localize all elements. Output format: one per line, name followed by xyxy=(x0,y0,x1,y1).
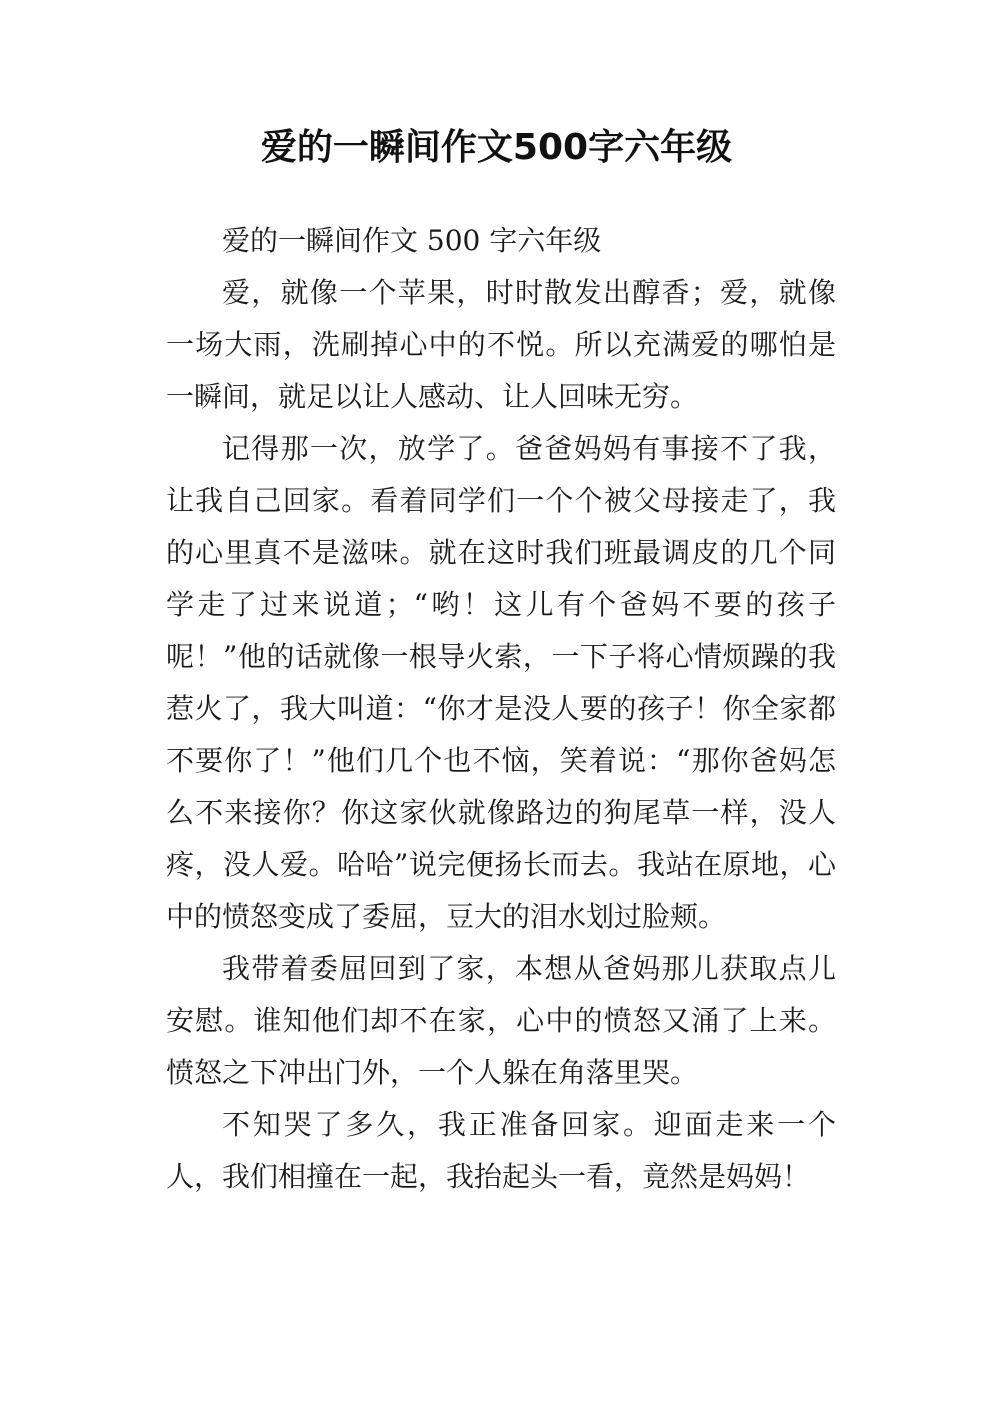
document-title: 爱的一瞬间作文500字六年级 xyxy=(260,127,733,168)
paragraph: 爱，就像一个苹果，时时散发出醇香；爱，就像一场大雨，洗刷掉心中的不悦。所以充满爱的哪怕是一瞬间，就足以让人感动、让人回味无穷。 xyxy=(166,276,836,413)
document-body xyxy=(166,215,836,1203)
paragraph: 我带着委屈回到了家，本想从爸妈那儿获取点儿安慰。谁知他们却不在家，心中的愤怒又涌了上来。愤怒之下冲出门外，一个人躲在角落里哭。 xyxy=(166,952,836,1089)
paragraph: 不知哭了多久，我正准备回家。迎面走来一个人，我们相撞在一起，我抬起头一看，竟然是妈妈！ xyxy=(166,1108,836,1193)
paragraph-subtitle: 爱的一瞬间作文 500 字六年级 xyxy=(222,224,602,257)
paragraph: 记得那一次，放学了。爸爸妈妈有事接不了我，让我自己回家。看着同学们一个个被父母接走了，我的心里真不是滋味。就在这时我们班最调皮的几个同学走了过来说道；“哟！这儿有个爸妈不要的孩子呢！”他的话就像一根导火索，一下子将心情烦躁的我惹火了，我大叫道：“你才是没人要的孩子！你全家都不要你了！”他们几个也不恼，笑着说：“那你爸妈怎么不来接你？你这家伙就像路边的狗尾草一样，没人疼，没人爱。哈哈”说完便扬长而去。我站在原地，心中的愤怒变成了委屈，豆大的泪水划过脸颊。 xyxy=(166,432,836,933)
